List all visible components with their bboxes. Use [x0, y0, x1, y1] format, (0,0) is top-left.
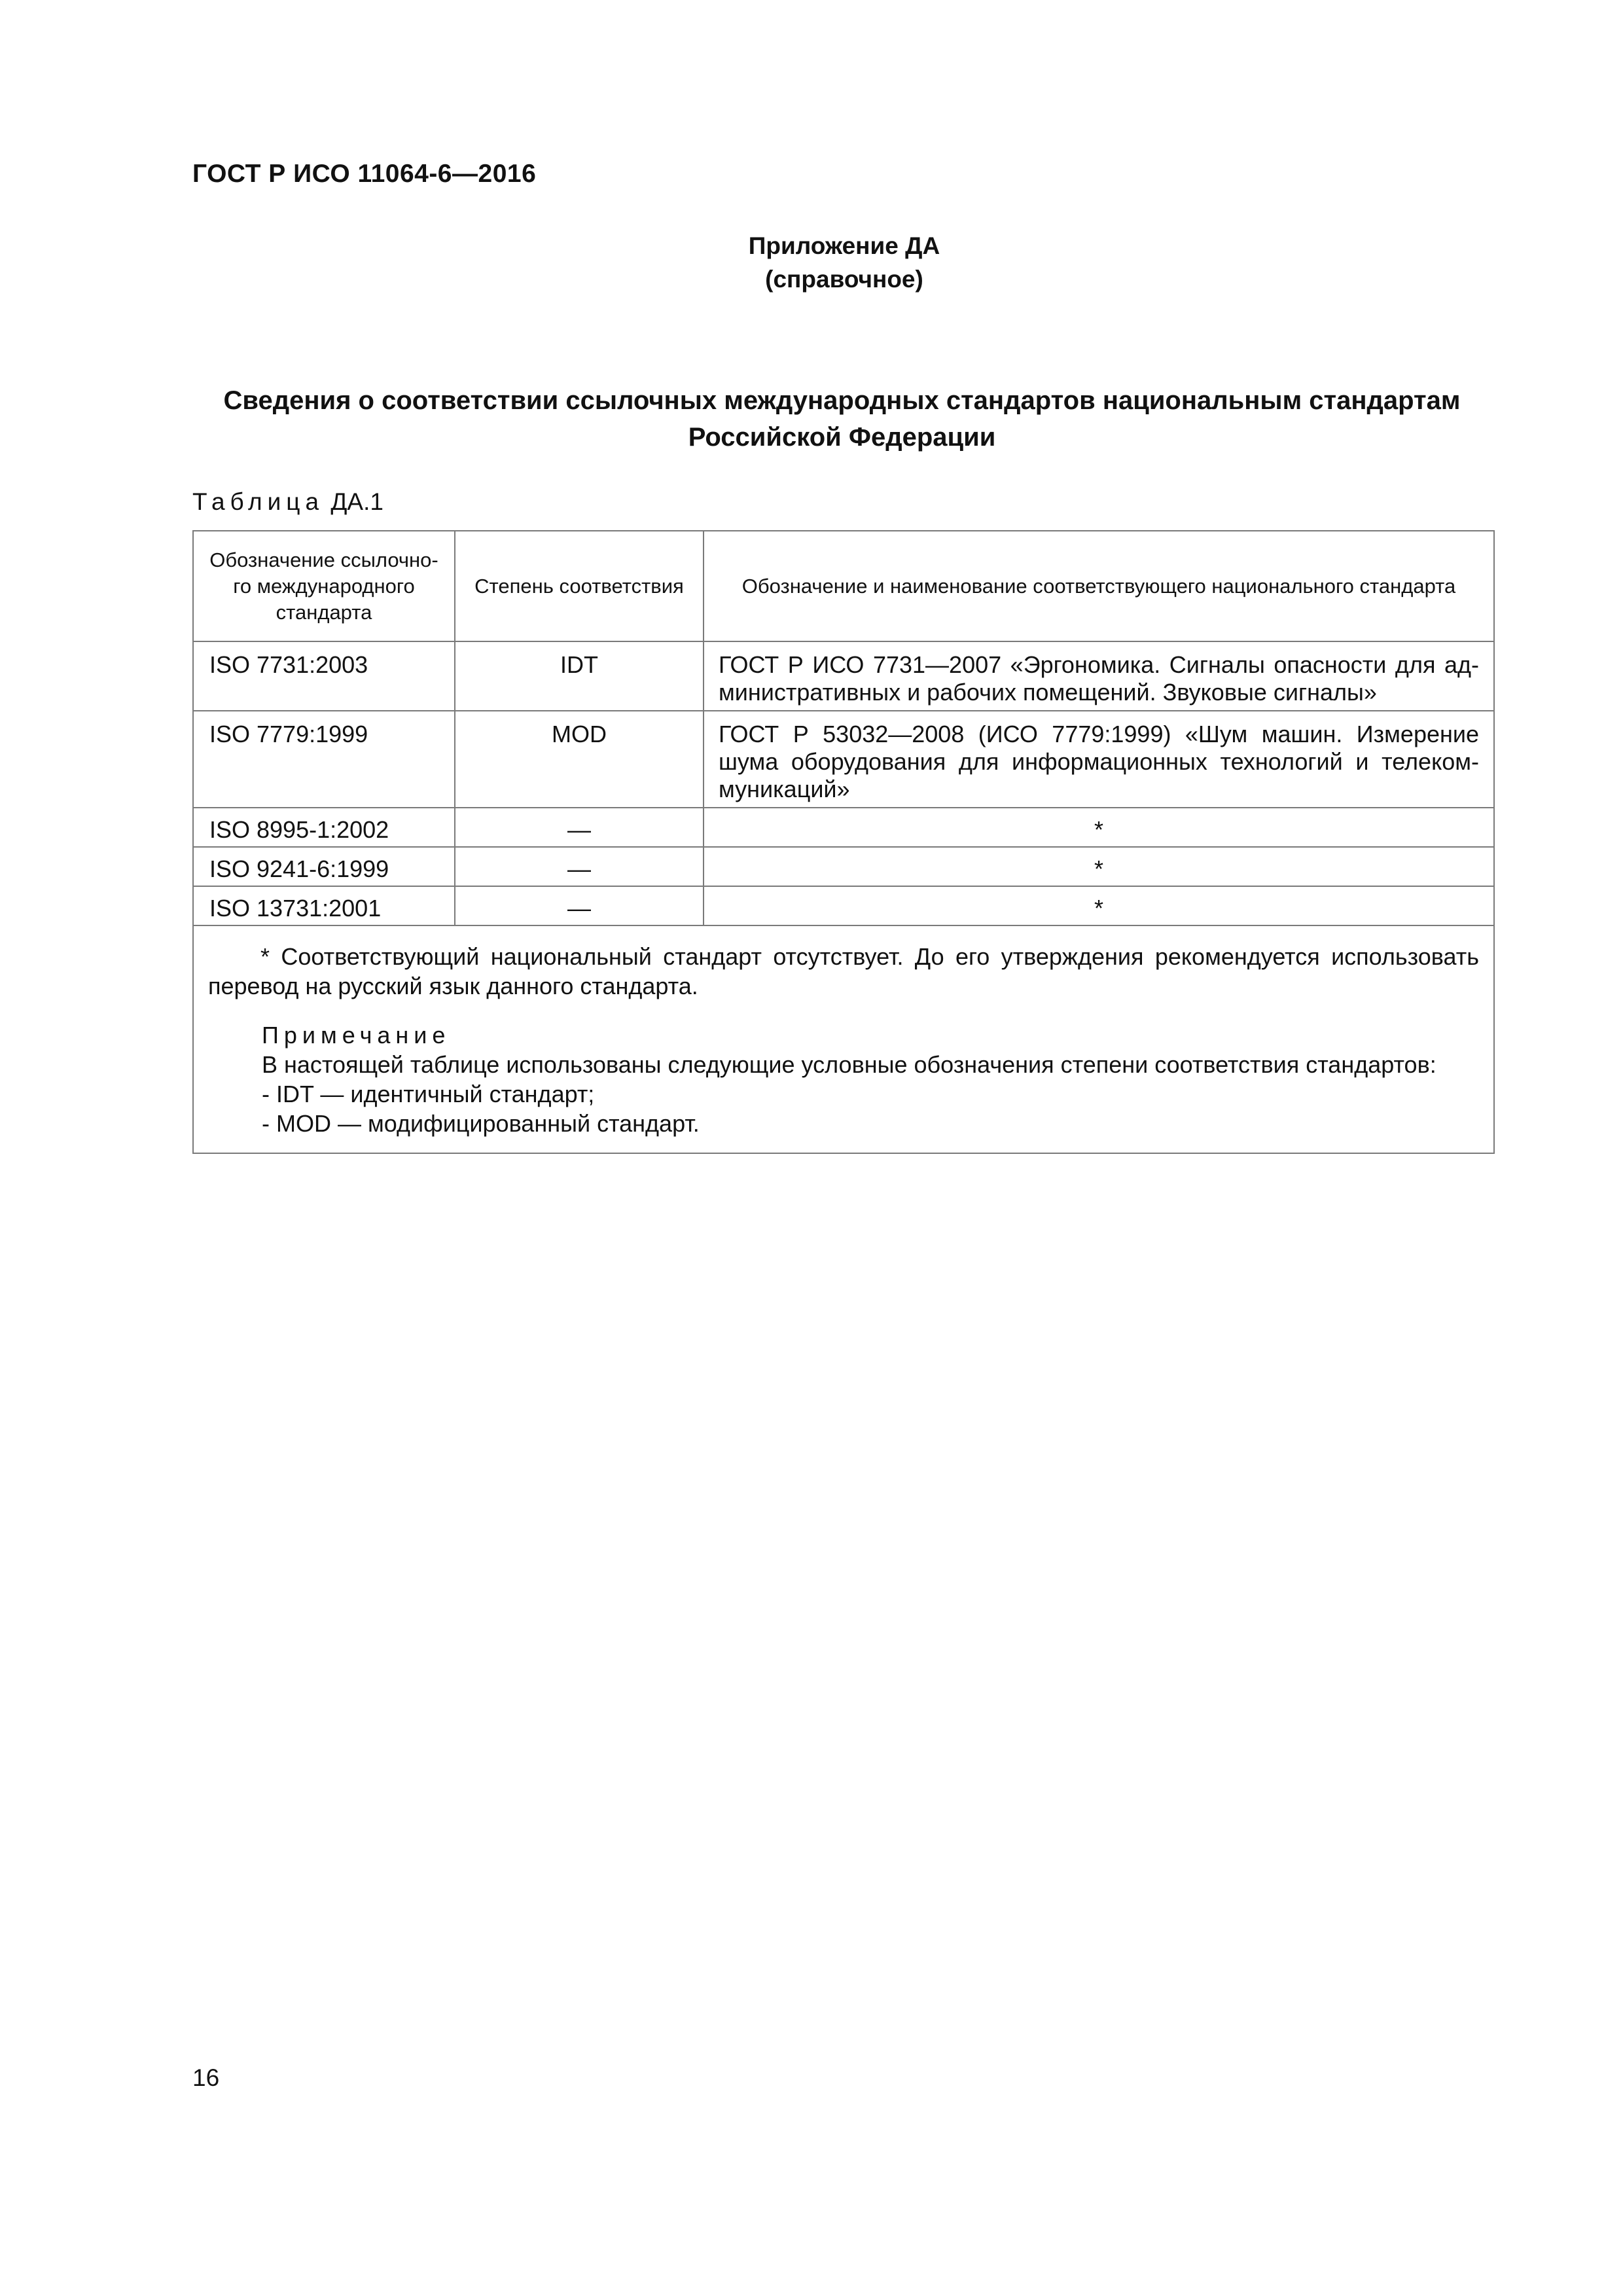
- section-title-line-1: Сведения о соответствии ссылочных международных стандартов национальным стандартам: [223, 386, 1461, 415]
- table-row: [193, 711, 1494, 808]
- standards-table: [192, 530, 1495, 1154]
- table-caption-number: ДА.1: [330, 488, 383, 515]
- cell-international-standard: ISO 7731:2003: [193, 641, 455, 711]
- cell-international-standard: ISO 7779:1999: [193, 711, 455, 808]
- note-item: - IDT — идентичный стандарт;: [262, 1081, 595, 1107]
- column-header-international-standard: Обозначение ссылочно-го международного стандарта: [193, 531, 455, 641]
- column-header-national-standard: Обозначение и наименование соответствующего национального стандарта: [704, 531, 1494, 641]
- cell-degree: —: [455, 808, 704, 847]
- note-item: - MOD — модифицированный стандарт.: [262, 1110, 700, 1137]
- cell-national-standard: ГОСТ Р 53032—2008 (ИСО 7779:1999) «Шум машин. Измерение шума оборудования для информационных технологий и телеком-муникаций»: [704, 711, 1494, 808]
- page-number: 16: [192, 2064, 220, 2091]
- table-row: [193, 641, 1494, 711]
- table-row: [193, 808, 1494, 847]
- document-code: ГОСТ Р ИСО 11064-6—2016: [192, 160, 537, 188]
- table-caption-word: Таблица: [192, 488, 325, 515]
- section-title-line-2: Российской Федерации: [688, 423, 996, 452]
- cell-national-standard: ГОСТ Р ИСО 7731—2007 «Эргономика. Сигналы опасности для ад-министративных и рабочих помещений. Звуковые сигналы»: [704, 641, 1494, 711]
- table-row: [193, 886, 1494, 925]
- table-caption: [192, 488, 383, 516]
- cell-degree: —: [455, 847, 704, 886]
- cell-international-standard: ISO 8995-1:2002: [193, 808, 455, 847]
- cell-degree: MOD: [455, 711, 704, 808]
- column-header-degree: Степень соответствия: [455, 531, 704, 641]
- cell-national-standard: *: [704, 886, 1494, 925]
- note-heading: Примечание: [262, 1022, 451, 1049]
- cell-degree: IDT: [455, 641, 704, 711]
- table-footer-row: [193, 925, 1494, 1153]
- appendix-subtitle: (справочное): [765, 266, 923, 293]
- appendix-title: Приложение ДА: [748, 232, 940, 259]
- cell-national-standard: *: [704, 847, 1494, 886]
- cell-national-standard: *: [704, 808, 1494, 847]
- table-row: [193, 847, 1494, 886]
- standards-table-wrapper: [192, 530, 1493, 1154]
- table-footnote: * Соответствующий национальный стандарт отсутствует. До его утверждения рекомендуется использовать перевод на русский язык данного стандарта.: [208, 943, 1479, 999]
- table-footer-cell: [193, 925, 1494, 1153]
- cell-degree: —: [455, 886, 704, 925]
- section-title: [192, 382, 1491, 456]
- cell-international-standard: ISO 13731:2001: [193, 886, 455, 925]
- note-intro: В настоящей таблице использованы следующие условные обозначения степени соответствия стандартов:: [262, 1051, 1436, 1078]
- appendix-heading: [0, 229, 1623, 296]
- cell-international-standard: ISO 9241-6:1999: [193, 847, 455, 886]
- table-note: [208, 1020, 1479, 1138]
- table-header-row: [193, 531, 1494, 641]
